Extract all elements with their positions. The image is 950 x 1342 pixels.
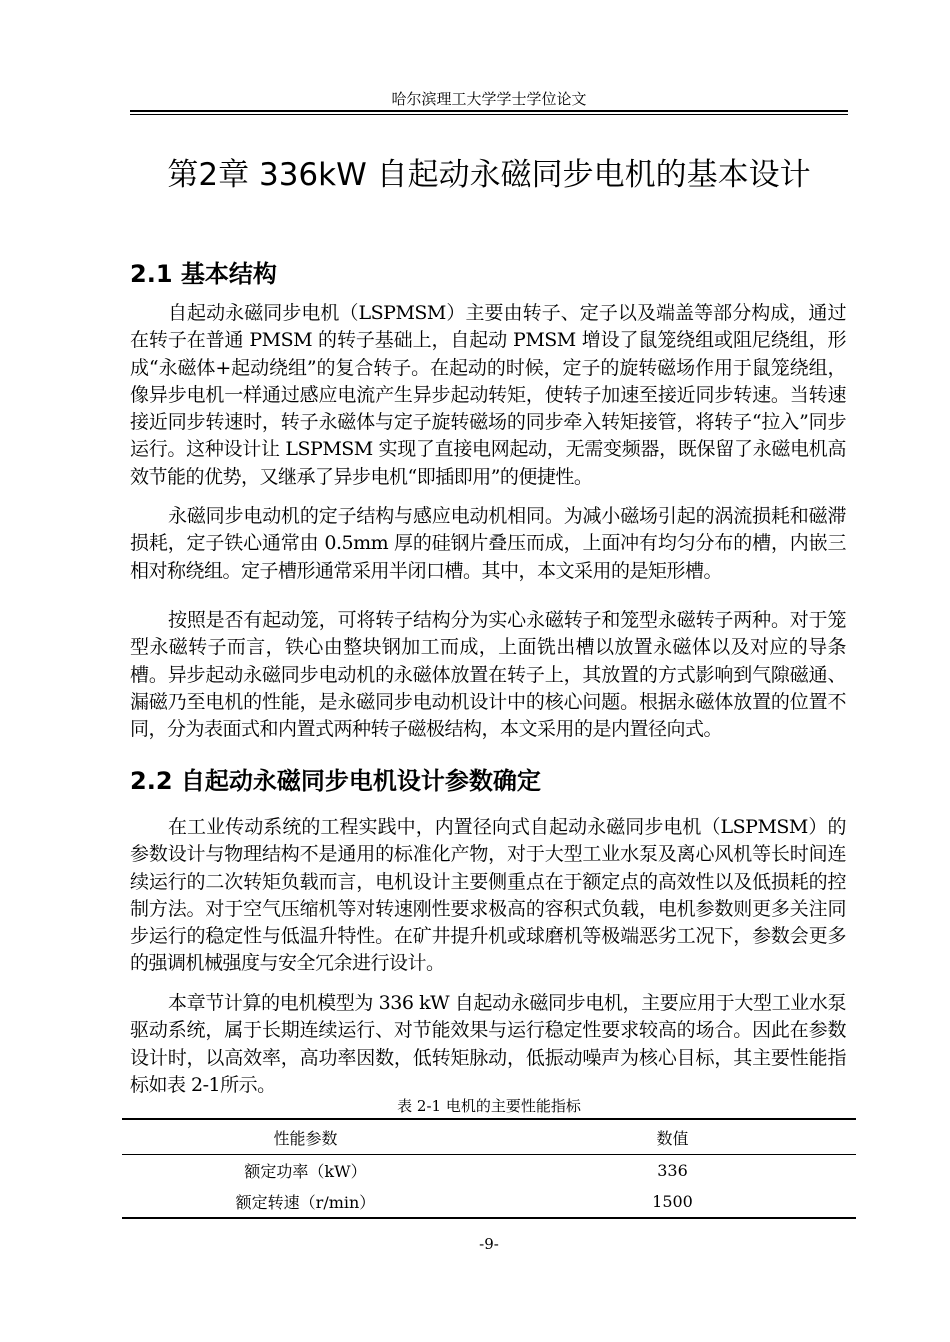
paragraph: 按照是否有起动笼，可将转子结构分为实心永磁转子和笼型永磁转子两种。对于笼型永磁转子而言，铁心由整块钢加工而成，上面铣出槽以放置永磁体以及对应的导条槽。异步起动永磁同步电动机的永磁体放置在转子上，其放置的方式影响到气隙磁通、漏磁乃至电机的性能，是永磁同步电动机设计中的核心问题。根据永磁体放置的位置不同，分为表面式和内置式两种转子磁极结构，本文采用的是内置径向式。 [130,609,846,741]
page-number: -9- [479,1235,499,1253]
table-row [122,1186,856,1217]
section-heading-2-2: 2.2 自起动永磁同步电机设计参数确定 [130,767,541,795]
paragraph: 永磁同步电动机的定子结构与感应电动机相同。为减小磁场引起的涡流损耗和磁滞损耗，定子铁心通常由 0.5mm 厚的硅钢片叠压而成，上面冲有均匀分布的槽，内嵌三相对称绕组。定子槽形通常采用半闭口槽。其中，本文采用的是矩形槽。 [130,505,846,582]
table-rule-bottom [122,1217,856,1219]
paragraph: 本章节计算的电机模型为 336 kW 自起动永磁同步电机，主要应用于大型工业水泵驱动系统，属于长期连续运行、对节能效果与运行稳定性要求较高的场合。因此在参数设计时，以高效率，高功率因数，低转矩脉动，低振动噪声为核心目标，其主要性能指标如表 2-1所示。 [130,992,846,1096]
table-cell: 336 [657,1161,688,1180]
chapter-title: 第2章 336kW 自起动永磁同步电机的基本设计 [167,157,811,193]
running-head: 哈尔滨理工大学学士学位论文 [391,90,587,108]
paragraph: 在工业传动系统的工程实践中，内置径向式自起动永磁同步电机（LSPMSM）的参数设计与物理结构不是通用的标准化产物，对于大型工业水泵及离心风机等长时间连续运行的二次转矩负载而言，电机设计主要侧重点在于额定点的高效性以及低损耗的控制方法。对于空气压缩机等对转速刚性要求极高的容积式负载，电机参数则更多关注同步运行的稳定性与低温升特性。在矿井提升机或球磨机等极端恶劣工况下，参数会更多的强调机械强度与安全冗余进行设计。 [130,816,846,975]
table-cell: 1500 [652,1192,693,1211]
table-caption: 表 2-1 电机的主要性能指标 [397,1097,581,1115]
table-header-cell: 性能参数 [273,1128,338,1148]
table-row [122,1155,856,1186]
performance-table [122,1118,856,1219]
paragraph: 自起动永磁同步电机（LSPMSM）主要由转子、定子以及端盖等部分构成，通过在转子在普通 PMSM 的转子基础上，自起动 PMSM 增设了鼠笼绕组或阻尼绕组，形成“永磁体+起动绕组”的复合转子。在起动的时候，定子的旋转磁场作用于鼠笼绕组，像异步电机一样通过感应电流产生异步起动转矩，使转子加速至接近同步转速。当转速接近同步转速时，转子永磁体与定子旋转磁场的同步牵入转矩接管，将转子“拉入”同步运行。这种设计让 LSPMSM 实现了直接电网起动，无需变频器，既保留了永磁电机高效节能的优势，又继承了异步电机“即插即用”的便捷性。 [130,302,846,488]
header-rule-thick [130,110,848,112]
table-cell: 额定转速（r/min） [235,1193,376,1212]
header-rule-thin [130,114,848,115]
table-header-cell: 数值 [656,1128,689,1148]
table-header-row [122,1120,856,1154]
table-cell: 额定功率（kW） [244,1162,367,1181]
section-heading-2-1: 2.1 基本结构 [130,260,277,288]
